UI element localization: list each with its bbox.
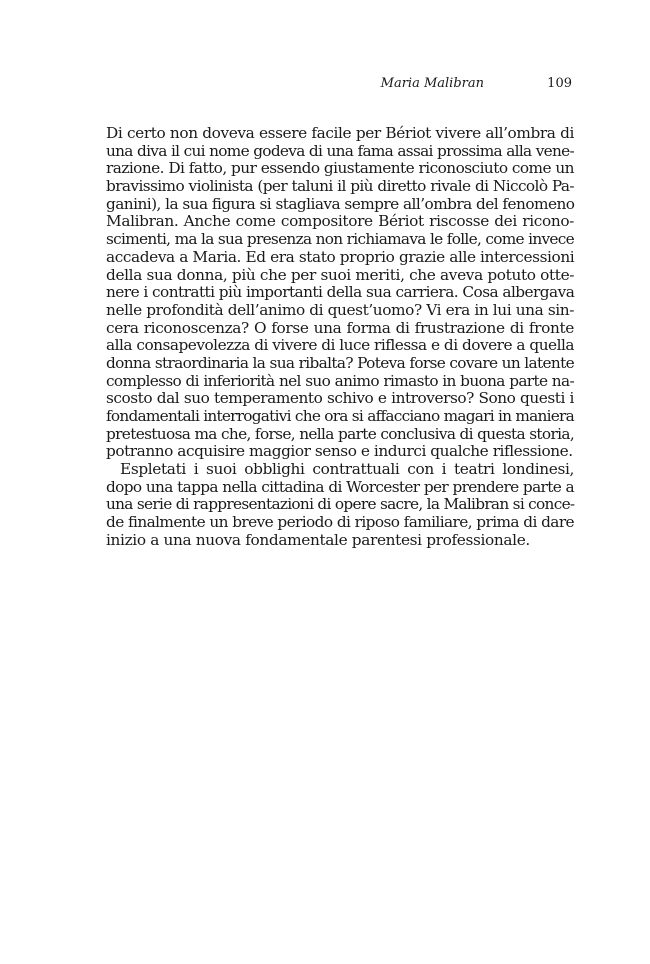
page-number: 109 <box>547 76 572 91</box>
text-line: della sua donna, più che per suoi meriti, che aveva potuto otte- <box>106 265 575 284</box>
body-text <box>106 125 574 550</box>
text-line: nere i contratti più importanti della sua carriera. Cosa albergava <box>106 283 575 302</box>
text-line: una diva il cui nome godeva di una fama assai prossima alla vene- <box>106 141 574 160</box>
text-line: scimenti, ma la sua presenza non richiamava le folle, come invece <box>106 230 574 249</box>
text-line: fondamentali interrogativi che ora si affacciano magari in maniera <box>106 407 574 425</box>
text-line: dopo una tappa nella cittadina di Worcester per prendere parte a <box>106 477 574 496</box>
text-line: cera riconoscenza? O forse una forma di frustrazione di fronte <box>106 318 574 337</box>
text-line: Malibran. Anche come compositore Bériot riscosse dei ricono- <box>106 212 574 231</box>
paragraph-1 <box>106 125 574 461</box>
text-line: ganini), la sua figura si stagliava sempre all’ombra del fenomeno <box>106 194 575 213</box>
text-line: complesso di inferiorità nel suo animo rimasto in buona parte na- <box>106 371 574 390</box>
text-line: bravissimo violinista (per taluni il più diretto rivale di Niccolò Pa- <box>106 177 574 196</box>
text-line: alla consapevolezza di vivere di luce riflessa e di dovere a quella <box>106 336 574 355</box>
paragraph-2 <box>106 461 574 549</box>
text-line: razione. Di fatto, pur essendo giustamente riconosciuto come un <box>106 159 574 178</box>
running-header-title: Maria Malibran <box>380 76 484 91</box>
text-line: de finalmente un breve periodo di riposo familiare, prima di dare <box>106 513 574 532</box>
text-line: inizio a una nuova fondamentale parentesi professionale. <box>106 530 530 549</box>
text-line: accadeva a Maria. Ed era stato proprio grazie alle intercessioni <box>106 247 575 266</box>
text-line: nelle profondità dell’animo di quest’uomo? Vi era in lui una sin- <box>106 300 574 319</box>
text-line: Espletati i suoi obblighi contrattuali con i teatri londinesi, <box>120 460 574 479</box>
text-line: donna straordinaria la sua ribalta? Poteva forse covare un latente <box>106 353 574 372</box>
text-line: scosto dal suo temperamento schivo e introverso? Sono questi i <box>106 389 574 408</box>
text-line: Di certo non doveva essere facile per Bériot vivere all’ombra di <box>106 124 574 142</box>
running-header <box>108 74 572 94</box>
text-line: pretestuosa ma che, forse, nella parte conclusiva di questa storia, <box>106 424 575 443</box>
text-line: una serie di rappresentazioni di opere sacre, la Malibran si conce- <box>106 495 575 514</box>
text-line: potranno acquisire maggior senso e indurci qualche riflessione. <box>106 442 573 461</box>
